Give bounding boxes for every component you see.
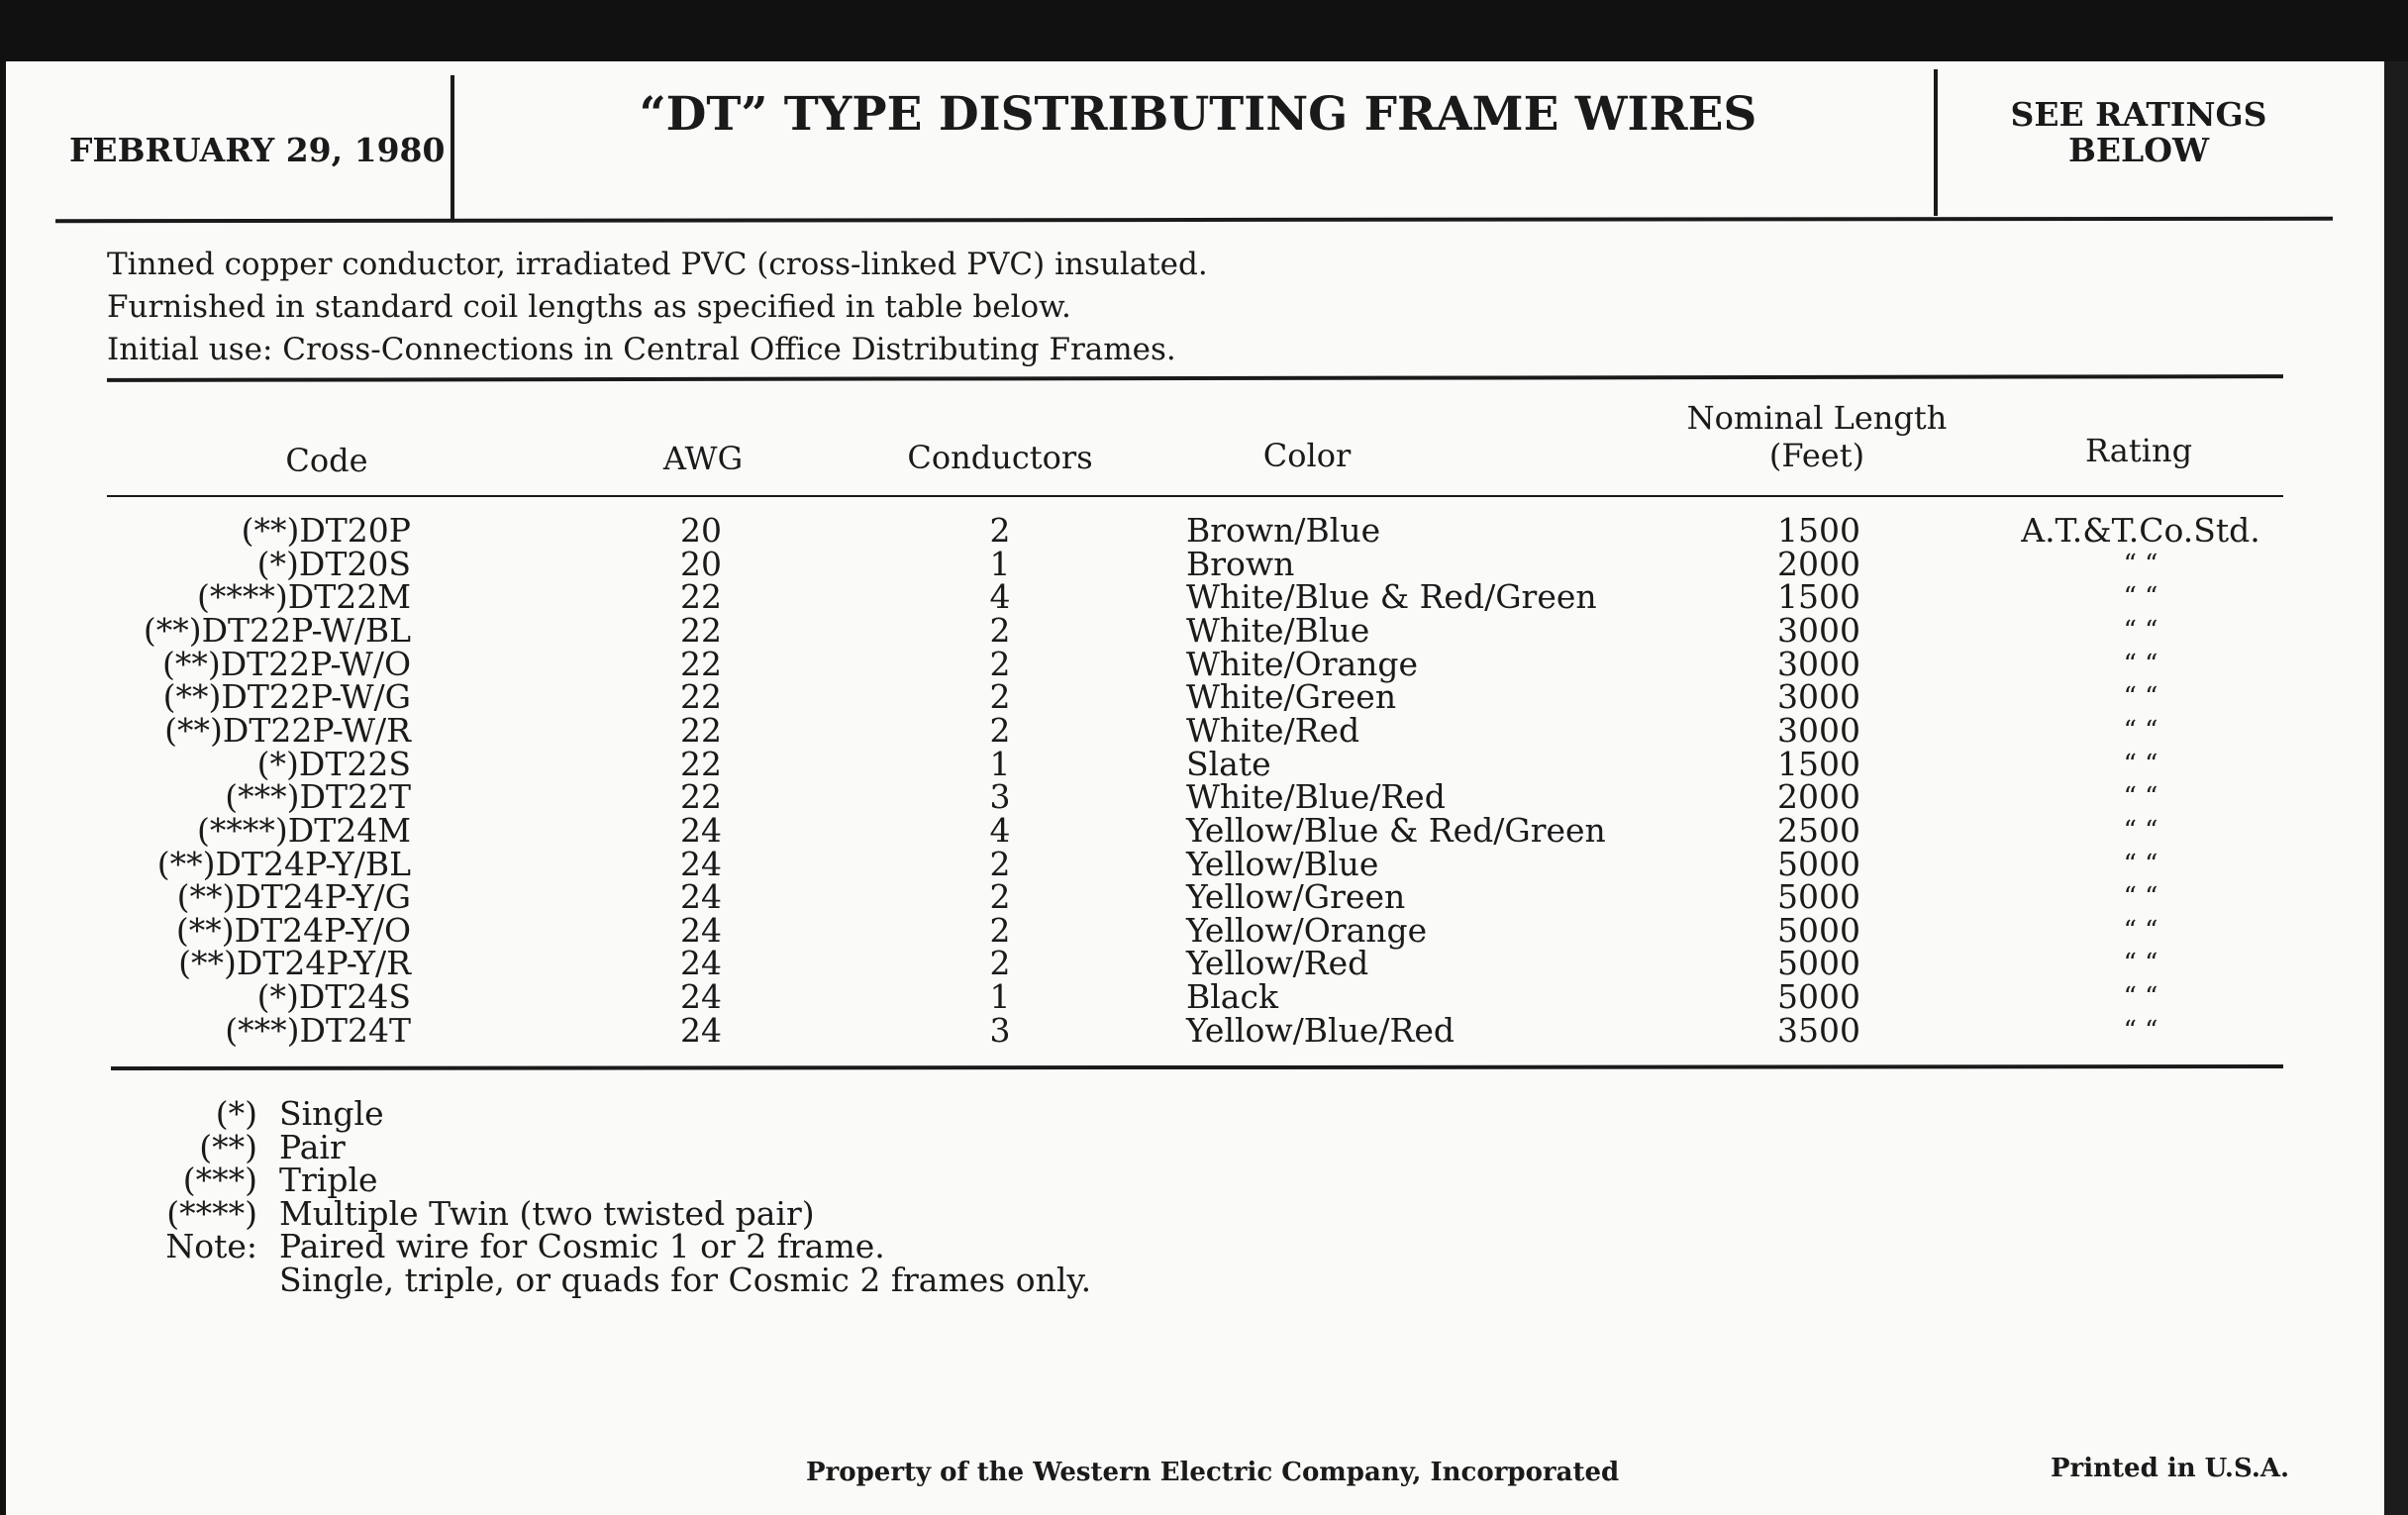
header-divider-right [1934, 69, 1938, 216]
cell-awg: 22 [680, 744, 722, 783]
cell-length: 5000 [1777, 944, 1860, 983]
cell-rating: “ “ [2123, 615, 2158, 646]
cell-length: 3000 [1777, 677, 1860, 717]
cell-code: (***)DT24T [225, 1010, 411, 1050]
cell-conductors: 2 [989, 877, 1011, 917]
cell-conductors: 2 [989, 844, 1011, 883]
cell-code: (**)DT24P-Y/G [176, 877, 411, 917]
cell-code: (*)DT20S [256, 544, 411, 583]
cell-length: 1500 [1777, 577, 1860, 617]
cell-conductors: 2 [989, 910, 1011, 950]
cell-conductors: 2 [989, 710, 1011, 750]
see-ratings-line2: BELOW [2067, 131, 2210, 169]
intro-line: Furnished in standard coil lengths as specified in table below. [107, 289, 1071, 325]
footnote-text: Pair [279, 1127, 346, 1166]
printed-in-notice: Printed in U.S.A. [2051, 1454, 2290, 1483]
cell-length: 2000 [1777, 777, 1860, 817]
cell-color: Yellow/Blue [1186, 844, 1379, 883]
footnote-text: Single [279, 1094, 384, 1133]
cell-rating: “ “ [2123, 882, 2158, 913]
cell-code: (*)DT24S [256, 977, 411, 1017]
cell-color: Brown [1186, 544, 1295, 583]
cell-awg: 24 [680, 977, 722, 1017]
cell-color: Yellow/Green [1186, 877, 1406, 917]
footnote-text: Single, triple, or quads for Cosmic 2 frames only. [279, 1260, 1092, 1299]
cell-conductors: 4 [989, 577, 1011, 617]
cell-length: 3500 [1777, 1010, 1860, 1050]
footnote-mark: (**) [199, 1127, 257, 1166]
cell-rating: “ “ [2123, 549, 2158, 579]
footnote-mark: Note: [165, 1227, 257, 1265]
see-ratings-note [1941, 97, 2337, 168]
cell-conductors: 2 [989, 610, 1011, 650]
cell-rating: “ “ [2123, 682, 2158, 713]
cell-rating: “ “ [2123, 949, 2158, 979]
footnote-mark: (****) [166, 1193, 257, 1233]
document-date: FEBRUARY 29, 1980 [69, 131, 446, 169]
intro-line: Tinned copper conductor, irradiated PVC (cross-linked PVC) insulated. [107, 247, 1208, 282]
cell-rating: “ “ [2123, 715, 2158, 746]
cell-length: 2000 [1777, 544, 1860, 583]
cell-code: (**)DT22P-W/BL [143, 610, 411, 650]
cell-rating: “ “ [2123, 782, 2158, 813]
cell-color: Brown/Blue [1186, 511, 1381, 550]
cell-awg: 22 [680, 577, 722, 617]
cell-length: 5000 [1777, 977, 1860, 1017]
cell-color: White/Blue & Red/Green [1186, 577, 1597, 617]
cell-color: Yellow/Blue/Red [1186, 1010, 1455, 1050]
cell-conductors: 1 [989, 977, 1011, 1017]
property-notice: Property of the Western Electric Company, Incorporated [806, 1458, 1620, 1487]
cell-conductors: 3 [989, 1010, 1011, 1050]
cell-code: (***)DT22T [225, 777, 411, 817]
cell-color: Yellow/Blue & Red/Green [1186, 810, 1606, 850]
cell-rating: “ “ [2123, 849, 2158, 879]
cell-awg: 24 [680, 1010, 722, 1050]
cell-length: 5000 [1777, 844, 1860, 883]
footnote-text: Multiple Twin (two twisted pair) [279, 1193, 815, 1233]
cell-code: (**)DT24P-Y/R [178, 944, 411, 983]
cell-color: White/Red [1186, 710, 1360, 750]
column-header-conductors: Conductors [907, 439, 1093, 476]
cell-code: (**)DT22P-W/O [161, 644, 411, 683]
cell-code: (**)DT20P [241, 511, 411, 550]
cell-length: 5000 [1777, 910, 1860, 950]
column-header-length-line2: (Feet) [1768, 437, 1865, 474]
cell-color: White/Orange [1186, 644, 1419, 683]
cell-color: Black [1186, 977, 1278, 1017]
cell-awg: 22 [680, 710, 722, 750]
cell-color: White/Blue [1186, 610, 1370, 650]
cell-color: Yellow/Orange [1186, 910, 1428, 950]
cell-rating: “ “ [2123, 582, 2158, 613]
scan-edge [2384, 61, 2408, 1515]
cell-awg: 24 [680, 810, 722, 850]
cell-code: (****)DT24M [197, 810, 411, 850]
column-header-rating: Rating [2084, 432, 2193, 469]
cell-color: White/Blue/Red [1186, 777, 1446, 817]
footnote-text: Paired wire for Cosmic 1 or 2 frame. [279, 1227, 885, 1265]
cell-length: 2500 [1777, 810, 1860, 850]
cell-conductors: 2 [989, 677, 1011, 717]
cell-awg: 24 [680, 944, 722, 983]
cell-awg: 20 [680, 544, 722, 583]
footnote-mark: (***) [182, 1161, 257, 1199]
intro-text [107, 244, 1208, 371]
cell-awg: 22 [680, 610, 722, 650]
cell-conductors: 1 [989, 744, 1011, 783]
cell-rating: “ “ [2123, 1015, 2158, 1046]
cell-length: 5000 [1777, 877, 1860, 917]
column-header-awg: AWG [662, 440, 744, 477]
cell-length: 3000 [1777, 644, 1860, 683]
cell-awg: 20 [680, 511, 722, 550]
cell-awg: 22 [680, 777, 722, 817]
cell-awg: 24 [680, 844, 722, 883]
cell-rating: A.T.&T.Co.Std. [2021, 511, 2260, 550]
column-header-code: Code [285, 442, 368, 479]
cell-conductors: 3 [989, 777, 1011, 817]
column-header-length-line1: Nominal Length [1686, 399, 1948, 437]
footnote-text: Triple [279, 1161, 378, 1199]
header-underline-rule [107, 495, 2283, 497]
intro-line: Initial use: Cross-Connections in Central Office Distributing Frames. [107, 332, 1176, 367]
footnote-mark: (*) [215, 1094, 257, 1133]
cell-conductors: 1 [989, 544, 1011, 583]
cell-length: 3000 [1777, 710, 1860, 750]
cell-awg: 24 [680, 910, 722, 950]
cell-awg: 22 [680, 677, 722, 717]
cell-length: 1500 [1777, 511, 1860, 550]
cell-conductors: 2 [989, 944, 1011, 983]
cell-rating: “ “ [2123, 815, 2158, 846]
cell-rating: “ “ [2123, 982, 2158, 1013]
cell-color: White/Green [1186, 677, 1397, 717]
cell-code: (**)DT24P-Y/O [175, 910, 411, 950]
column-header-nominal-length [1634, 399, 2000, 474]
cell-length: 3000 [1777, 610, 1860, 650]
cell-color: Yellow/Red [1186, 944, 1369, 983]
cell-conductors: 2 [989, 644, 1011, 683]
cell-rating: “ “ [2123, 915, 2158, 946]
header-divider-left [451, 75, 454, 222]
cell-rating: “ “ [2123, 749, 2158, 779]
cell-conductors: 2 [989, 511, 1011, 550]
document-title: “DT” TYPE DISTRIBUTING FRAME WIRES [639, 87, 1757, 142]
cell-awg: 22 [680, 644, 722, 683]
cell-code: (**)DT24P-Y/BL [156, 844, 411, 883]
cell-conductors: 4 [989, 810, 1011, 850]
cell-code: (**)DT22P-W/G [162, 677, 411, 717]
cell-awg: 24 [680, 877, 722, 917]
cell-rating: “ “ [2123, 649, 2158, 679]
cell-code: (*)DT22S [256, 744, 411, 783]
column-header-color: Color [1262, 437, 1352, 474]
cell-code: (**)DT22P-W/R [164, 710, 411, 750]
cell-color: Slate [1186, 744, 1271, 783]
see-ratings-line1: SEE RATINGS [2010, 95, 2267, 134]
cell-length: 1500 [1777, 744, 1860, 783]
cell-code: (****)DT22M [197, 577, 411, 617]
